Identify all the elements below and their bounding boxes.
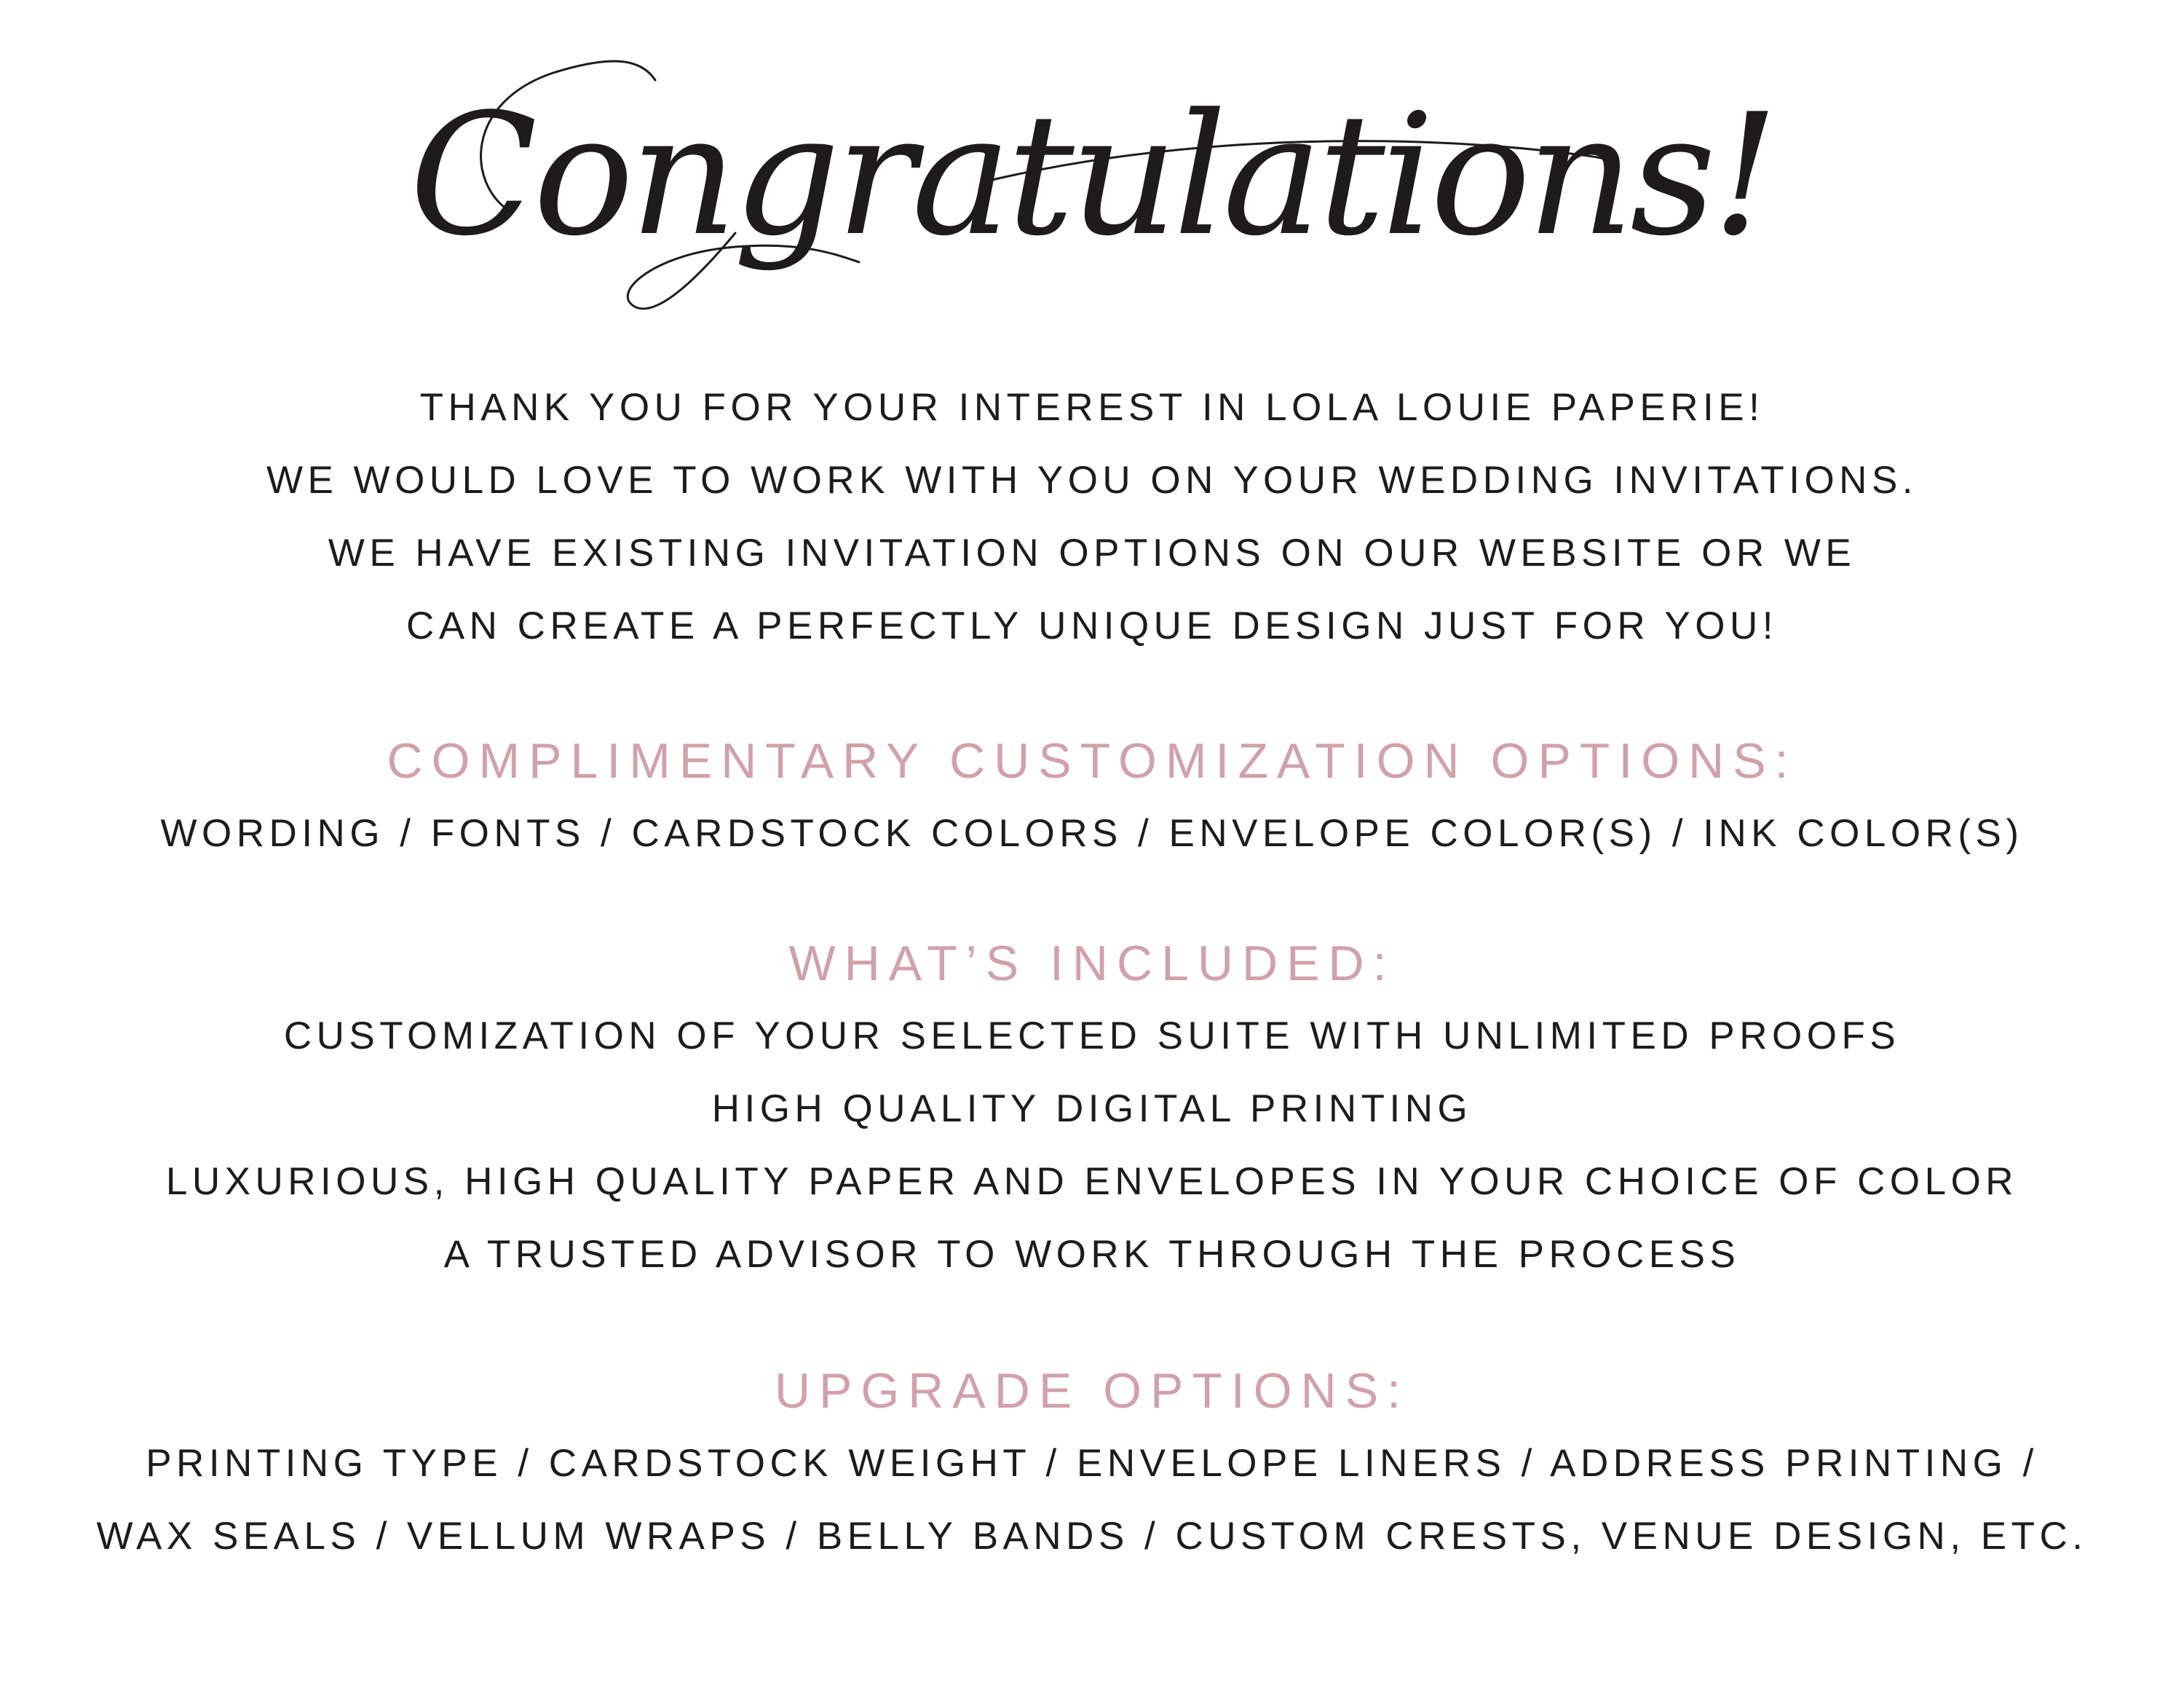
section-heading: COMPLIMENTARY CUSTOMIZATION OPTIONS: — [387, 733, 1797, 789]
section-line: LUXURIOUS, HIGH QUALITY PAPER AND ENVELOPES IN YOUR CHOICE OF COLOR — [165, 1160, 2019, 1203]
section-line: A TRUSTED ADVISOR TO WORK THROUGH THE PROCESS — [443, 1233, 1741, 1276]
intro-block — [0, 371, 2184, 663]
script-title-lettering — [0, 15, 2184, 320]
intro-line: CAN CREATE A PERFECTLY UNIQUE DESIGN JUST FOR YOU! — [406, 604, 1778, 647]
section-line: WORDING / FONTS / CARDSTOCK COLORS / ENVELOPE COLOR(S) / INK COLOR(S) — [160, 812, 2024, 855]
section-included — [0, 927, 2184, 1291]
section-line: WAX SEALS / VELLUM WRAPS / BELLY BANDS / CUSTOM CRESTS, VENUE DESIGN, ETC. — [96, 1515, 2088, 1558]
section-line: CUSTOMIZATION OF YOUR SELECTED SUITE WITH UNLIMITED PROOFS — [283, 1014, 1901, 1057]
intro-line: THANK YOU FOR YOUR INTEREST IN LOLA LOUIE PAPERIE! — [419, 386, 1765, 429]
section-upgrades — [0, 1354, 2184, 1573]
section-heading: WHAT’S INCLUDED: — [788, 936, 1396, 991]
section-complimentary — [0, 725, 2184, 870]
title-text: Congratulations! — [409, 79, 1775, 273]
intro-line: WE WOULD LOVE TO WORK WITH YOU ON YOUR WEDDING INVITATIONS. — [266, 459, 1918, 502]
section-heading: UPGRADE OPTIONS: — [774, 1363, 1410, 1419]
section-line: HIGH QUALITY DIGITAL PRINTING — [711, 1087, 1473, 1130]
section-line: PRINTING TYPE / CARDSTOCK WEIGHT / ENVELOPE LINERS / ADDRESS PRINTING / — [146, 1442, 2038, 1485]
script-title — [0, 15, 2184, 320]
intro-line: WE HAVE EXISTING INVITATION OPTIONS ON OUR WEBSITE OR WE — [328, 532, 1856, 575]
